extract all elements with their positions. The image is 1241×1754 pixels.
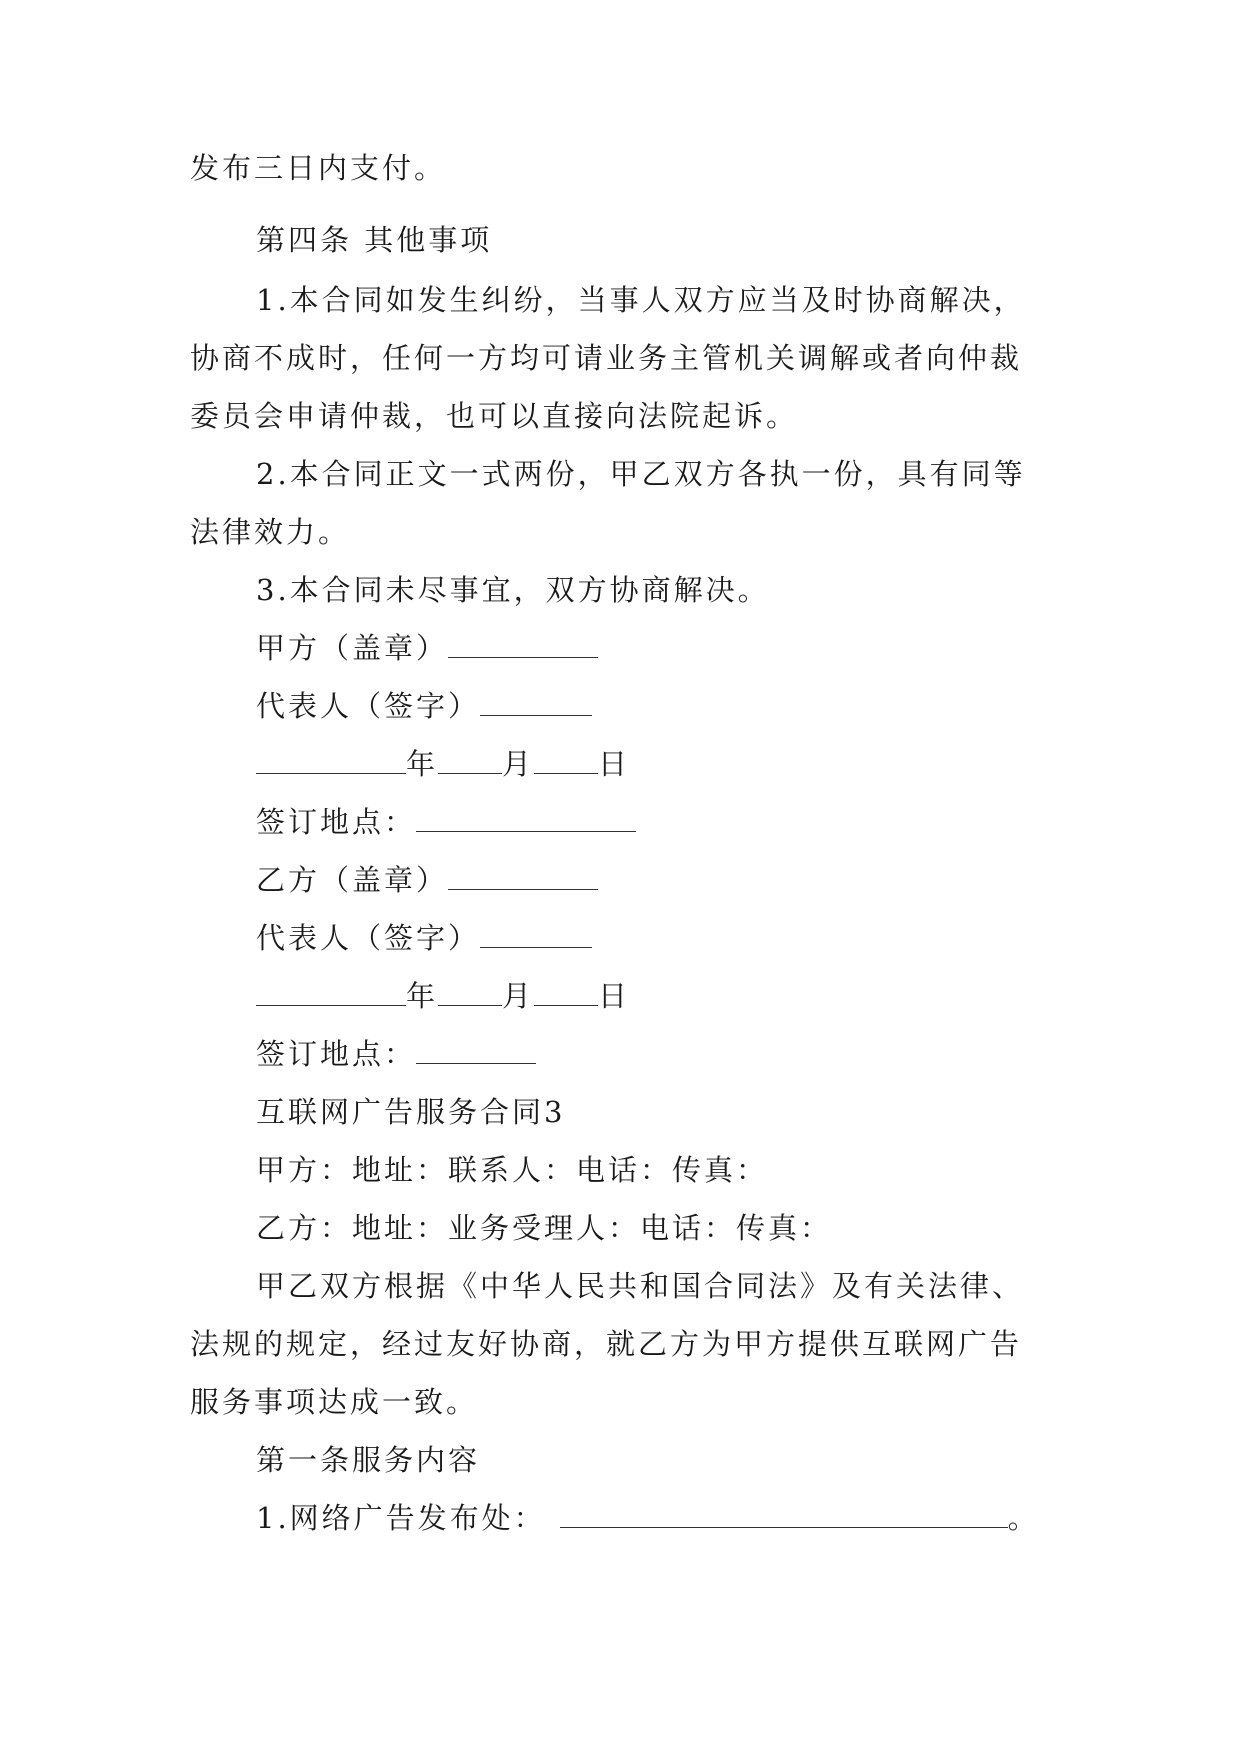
party-b-info: 乙方：地址：业务受理人：电话：传真： bbox=[256, 1211, 833, 1245]
paragraph-line: 协商不成时，任何一方均可请业务主管机关调解或者向仲裁 bbox=[190, 341, 1023, 375]
party-b-rep-blank bbox=[480, 921, 592, 948]
party-a-rep-blank bbox=[480, 689, 592, 716]
party-a-seal-label: 甲方（盖章） bbox=[256, 631, 449, 665]
ad-location-line bbox=[256, 1500, 1040, 1536]
article-heading: 第一条服务内容 bbox=[256, 1443, 481, 1477]
article-heading: 第四条 其他事项 bbox=[256, 223, 493, 257]
party-b-seal-label: 乙方（盖章） bbox=[256, 863, 449, 897]
party-b-place-label: 签订地点： bbox=[256, 1037, 417, 1071]
party-a-seal-blank bbox=[448, 631, 598, 658]
paragraph-line: 法律效力。 bbox=[190, 515, 351, 549]
paragraph-line: 发布三日内支付。 bbox=[190, 151, 447, 185]
contract-title: 互联网广告服务合同3 bbox=[256, 1095, 566, 1129]
party-a-place-label: 签订地点： bbox=[256, 805, 417, 839]
party-a-place-line bbox=[256, 804, 636, 840]
party-b-seal-blank bbox=[448, 863, 598, 890]
month-label: 月 bbox=[502, 747, 535, 781]
year-label: 年 bbox=[406, 979, 439, 1013]
paragraph-line: 3.本合同未尽事宜，双方协商解决。 bbox=[256, 573, 770, 607]
party-a-date-line bbox=[256, 746, 630, 782]
party-a-info: 甲方：地址：联系人：电话：传真： bbox=[256, 1153, 769, 1187]
party-a-rep-line bbox=[256, 688, 592, 724]
party-b-place-blank bbox=[416, 1037, 536, 1064]
year-blank bbox=[256, 747, 406, 774]
month-blank bbox=[438, 979, 502, 1006]
party-b-seal-line bbox=[256, 862, 598, 898]
paragraph-line: 甲乙双方根据《中华人民共和国合同法》及有关法律、 bbox=[256, 1269, 1025, 1303]
year-blank bbox=[256, 979, 406, 1006]
day-blank bbox=[534, 979, 598, 1006]
day-blank bbox=[534, 747, 598, 774]
year-label: 年 bbox=[406, 747, 439, 781]
party-a-rep-label: 代表人（签字） bbox=[256, 689, 481, 723]
ad-location-end: 。 bbox=[1007, 1501, 1040, 1535]
party-b-place-line bbox=[256, 1036, 536, 1072]
paragraph-line: 服务事项达成一致。 bbox=[190, 1385, 479, 1419]
paragraph-line: 2.本合同正文一式两份，甲乙双方各执一份，具有同等 bbox=[256, 457, 1026, 491]
paragraph-line: 委员会申请仲裁，也可以直接向法院起诉。 bbox=[190, 399, 799, 433]
paragraph-line: 1.本合同如发生纠纷，当事人双方应当及时协商解决， bbox=[256, 283, 1026, 317]
day-label: 日 bbox=[598, 979, 631, 1013]
ad-location-label: 1.网络广告发布处： bbox=[256, 1501, 546, 1535]
day-label: 日 bbox=[598, 747, 631, 781]
party-b-rep-line bbox=[256, 920, 592, 956]
party-b-date-line bbox=[256, 978, 630, 1014]
paragraph-line: 法规的规定，经过友好协商，就乙方为甲方提供互联网广告 bbox=[190, 1327, 1023, 1361]
party-b-rep-label: 代表人（签字） bbox=[256, 921, 481, 955]
party-a-seal-line bbox=[256, 630, 598, 666]
month-label: 月 bbox=[502, 979, 535, 1013]
month-blank bbox=[438, 747, 502, 774]
ad-location-blank bbox=[560, 1501, 1008, 1528]
party-a-place-blank bbox=[416, 805, 636, 832]
